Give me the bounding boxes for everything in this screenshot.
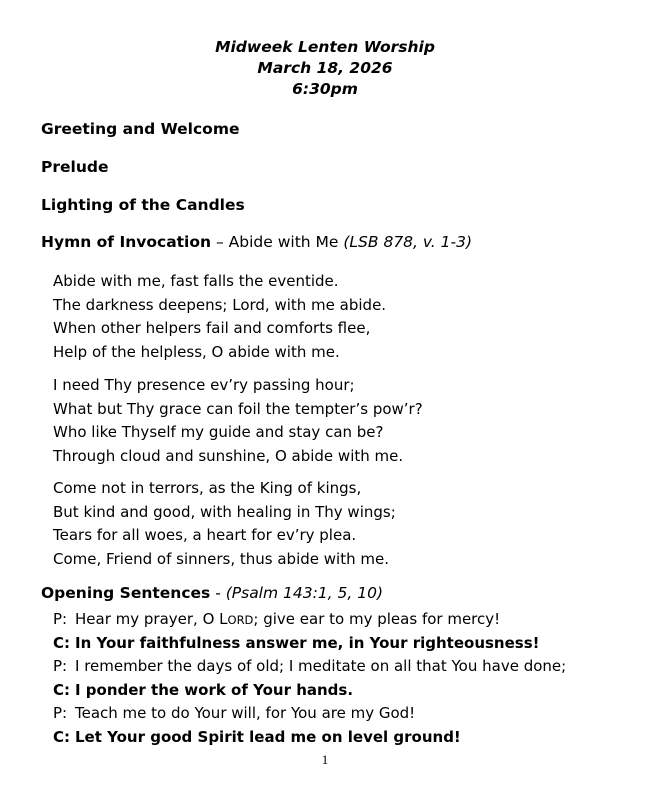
- service-title: Midweek Lenten Worship: [215, 38, 435, 56]
- service-header: [0, 37, 650, 100]
- speaker-label: C:: [53, 680, 71, 699]
- verse-line: The darkness deepens; Lord, with me abide.: [53, 295, 387, 314]
- speaker-label: P:: [53, 610, 68, 628]
- hymn-verse-3: [53, 477, 396, 571]
- verse-line: I need Thy presence ev’ry passing hour;: [53, 376, 355, 394]
- responsive-reading: [53, 608, 566, 749]
- verse-line: But kind and good, with healing in Thy wings;: [53, 502, 396, 521]
- pastor-text: ; give ear to my pleas for mercy!: [253, 610, 501, 628]
- verse-line: Through cloud and sunshine, O abide with me.: [53, 446, 404, 465]
- hymn-label: Hymn of Invocation: [41, 233, 212, 251]
- hymn-verse-1: [53, 270, 386, 364]
- verse-line: Help of the helpless, O abide with me.: [53, 342, 340, 361]
- heading-hymn: [41, 233, 472, 251]
- verse-line: Come not in terrors, as the King of kings,: [53, 479, 362, 497]
- opening-citation: (Psalm 143:1, 5, 10): [225, 584, 384, 602]
- verse-line: Tears for all woes, a heart for ev’ry plea.: [53, 526, 357, 544]
- opening-label: Opening Sentences: [41, 584, 211, 602]
- heading-candles: Lighting of the Candles: [41, 196, 245, 214]
- heading-opening-sentences: [41, 584, 383, 602]
- service-date: March 18, 2026: [257, 59, 393, 77]
- pastor-text: Hear my prayer, O L: [75, 610, 228, 628]
- hymn-verse-2: [53, 374, 423, 468]
- verse-line: Come, Friend of sinners, thus abide with me.: [53, 549, 389, 568]
- verse-line: Abide with me, fast falls the eventide.: [53, 272, 339, 290]
- speaker-label: C:: [53, 727, 71, 746]
- heading-greeting: Greeting and Welcome: [41, 120, 240, 138]
- heading-prelude: Prelude: [41, 158, 109, 176]
- lord-small-caps: ORD: [227, 613, 254, 627]
- verse-line: When other helpers fail and comforts flee,: [53, 319, 371, 337]
- speaker-label: P:: [53, 657, 68, 675]
- congregation-text: I ponder the work of Your hands.: [75, 680, 354, 699]
- speaker-label: P:: [53, 704, 68, 722]
- pastor-line: [53, 608, 566, 632]
- speaker-label: C:: [53, 633, 71, 652]
- page-number: 1: [321, 752, 329, 767]
- verse-line: What but Thy grace can foil the tempter’s pow’r?: [53, 399, 423, 418]
- service-time: 6:30pm: [292, 80, 358, 98]
- hymn-title: – Abide with Me: [211, 233, 344, 251]
- pastor-text: Teach me to do Your will, for You are my God!: [75, 704, 416, 722]
- pastor-line: [53, 655, 566, 679]
- hymn-citation: (LSB 878, v. 1-3): [343, 233, 473, 251]
- pastor-line: [53, 702, 566, 726]
- verse-line: Who like Thyself my guide and stay can be?: [53, 423, 384, 441]
- congregation-line: [53, 726, 566, 750]
- congregation-line: [53, 632, 566, 656]
- congregation-text: In Your faithfulness answer me, in Your righteousness!: [75, 633, 540, 652]
- opening-dash: -: [210, 584, 226, 602]
- pastor-text: I remember the days of old; I meditate on all that You have done;: [75, 657, 567, 675]
- congregation-text: Let Your good Spirit lead me on level ground!: [75, 727, 461, 746]
- congregation-line: [53, 679, 566, 703]
